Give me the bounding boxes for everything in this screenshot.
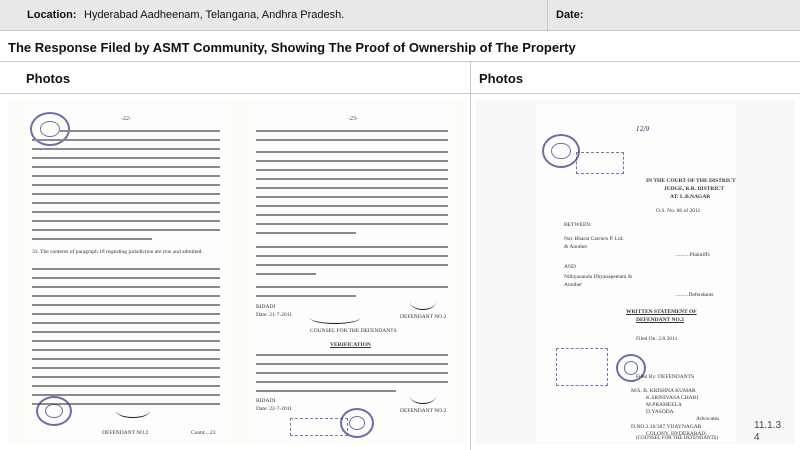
page1-footer-right: Contd....23 — [191, 430, 216, 436]
column-divider — [470, 62, 471, 450]
signature — [410, 388, 436, 404]
defendant-name: Nithyananda Dhyanapeetam & — [564, 274, 633, 280]
defendants-label: .........Defendants — [676, 292, 714, 298]
counsel-label: COUNSEL FOR THE DEFENDANTS — [310, 328, 397, 334]
paragraph-33: 33. The contents of paragraph 18 regarding jurisdiction are true and admitted. — [32, 249, 203, 255]
date-1: Date: 21-7-2011 — [256, 312, 292, 318]
court-cover-page — [536, 104, 736, 442]
right-column-label: Photos — [479, 71, 524, 86]
court-line-2: JUDGE, R.R. DISTRICT — [664, 186, 725, 192]
doc-title-1: WRITTEN STATEMENT OF — [626, 309, 697, 315]
filed-by: Filed By: DEFENDANTS — [636, 374, 695, 380]
plaintiffs-label: ..........Plaintiffs — [676, 252, 710, 258]
verification-heading: VERIFICATION — [330, 342, 371, 348]
advocates-label: Advocates — [696, 416, 720, 422]
left-column-label: Photos — [26, 71, 71, 86]
location-cell — [0, 0, 548, 31]
address-1: D.NO.2.16/387,VIJAYNAGAR — [631, 424, 702, 430]
document-page-23 — [250, 104, 458, 442]
location-label: Location: — [27, 9, 77, 21]
doc-title-2: DEFENDANT NO.2 — [636, 317, 684, 323]
bidadi-label-2: BIDADI — [256, 398, 276, 404]
address-2: COLONY, HYDERABAD. — [646, 431, 707, 437]
date-label: Date: — [556, 9, 584, 21]
handwritten-note: 12/9 — [636, 126, 650, 133]
page1-footer-left: DEFENDANT NO.2 — [102, 430, 149, 436]
court-seal-stamp — [542, 134, 580, 168]
page-title: The Response Filed by ASMT Community, Showing The Proof of Ownership of The Property — [8, 40, 576, 55]
signature — [116, 404, 150, 418]
defendant-name-2: Another — [564, 282, 583, 288]
court-line-1: IN THE COURT OF THE DISTRICT — [646, 178, 736, 184]
left-document-photo — [8, 100, 464, 444]
slide-number — [754, 420, 781, 444]
plaintiff-name-2: & Another — [564, 244, 588, 250]
page-number-23: -23- — [348, 116, 358, 122]
counsel-footer: (COUNSEL FOR THE DEFENDANTS) — [636, 436, 719, 441]
signature — [310, 312, 360, 324]
title-bar — [0, 31, 800, 62]
plaintiff-name: Nav Bharat Carriers P. Ltd. — [564, 236, 624, 242]
between-label: BETWEEN: — [564, 222, 592, 228]
court-line-3: AT: L.B.NAGAR — [670, 194, 711, 200]
advocate-3: M.PRAMEELA — [646, 402, 682, 408]
header-bar — [0, 0, 800, 31]
court-fee-stamp — [556, 348, 608, 386]
defendant-no2-label-2: DEFENDANT NO.2 — [400, 408, 447, 414]
document-page-22 — [26, 104, 231, 442]
os-number: O.S. No. 66 of 2011 — [656, 208, 701, 214]
signature — [410, 294, 436, 310]
right-document-photo — [476, 100, 794, 444]
location-value: Hyderabad Aadheenam, Telangana, Andhra Pradesh. — [84, 9, 345, 21]
advocate-2: K.SRINIVASA CHARI — [646, 395, 699, 401]
defendant-no2-label: DEFENDANT NO.2 — [400, 314, 447, 320]
received-stamp — [576, 152, 624, 174]
page-number-22: -22- — [121, 116, 131, 122]
bidadi-label-1: BIDADI — [256, 304, 276, 310]
advocate-4: D.YASODA — [646, 409, 674, 415]
advocate-1: M/S. B. KRISHNA KUMAR — [631, 388, 696, 394]
filed-on: Filed On: 2.8.2011 — [636, 336, 678, 342]
seal-stamp — [36, 396, 72, 426]
right-column-header — [471, 62, 800, 94]
attested-stamp — [290, 418, 348, 436]
and-label: AND — [564, 264, 576, 270]
slide-number-text: 11.1.3 4 — [754, 420, 782, 443]
left-column-header — [0, 62, 470, 94]
date-2: Date: 22-7-2011 — [256, 406, 292, 412]
